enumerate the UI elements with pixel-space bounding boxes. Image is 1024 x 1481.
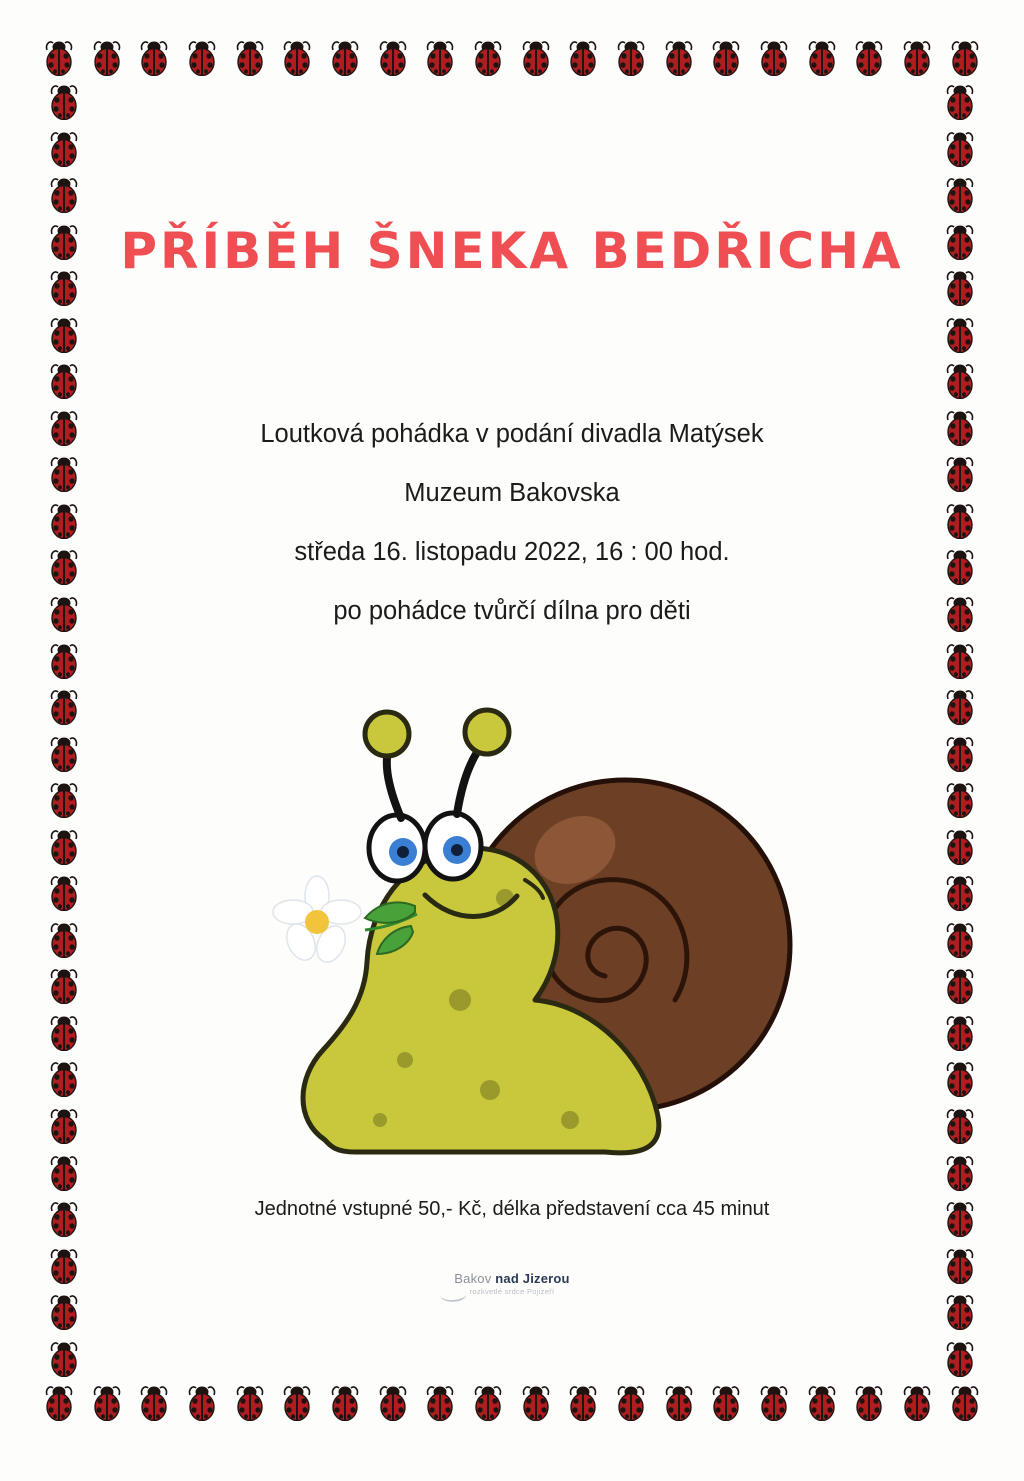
ladybug-icon xyxy=(759,1385,789,1421)
ladybug-icon xyxy=(473,40,503,76)
ladybug-icon xyxy=(187,1385,217,1421)
ladybug-icon xyxy=(49,689,79,725)
logo-swoosh-icon xyxy=(439,1286,467,1303)
ladybug-icon xyxy=(854,40,884,76)
ladybug-icon xyxy=(425,1385,455,1421)
ladybug-icon xyxy=(282,1385,312,1421)
ladybug-icon xyxy=(49,782,79,818)
ladybug-icon xyxy=(945,922,975,958)
ladybug-icon xyxy=(49,829,79,865)
ladybug-icon xyxy=(49,643,79,679)
ladybug-icon xyxy=(49,1341,79,1377)
ladybug-icon xyxy=(568,1385,598,1421)
ladybug-icon xyxy=(49,968,79,1004)
ladybug-icon xyxy=(945,1155,975,1191)
ladybug-icon xyxy=(854,1385,884,1421)
logo-name-light: Bakov xyxy=(454,1271,496,1286)
ladybug-icon xyxy=(945,1015,975,1051)
snail-antennae-icon xyxy=(365,710,509,818)
ladybug-icon xyxy=(49,363,79,399)
ladybug-icon xyxy=(902,1385,932,1421)
poster-details xyxy=(0,405,1024,641)
ladybug-icon xyxy=(711,40,741,76)
ladybug-icon xyxy=(945,131,975,167)
ladybug-icon xyxy=(139,1385,169,1421)
city-logo xyxy=(0,1272,1024,1297)
ladybug-icon xyxy=(425,40,455,76)
ladybug-icon xyxy=(330,1385,360,1421)
ladybug-icon xyxy=(187,40,217,76)
ladybug-icon xyxy=(759,40,789,76)
ladybug-icon xyxy=(521,40,551,76)
ladybug-icon xyxy=(945,968,975,1004)
detail-line-performer: Loutková pohádka v podání divadla Matýsek xyxy=(260,420,764,448)
ladybug-icon xyxy=(616,40,646,76)
ladybug-icon xyxy=(945,1294,975,1330)
ladybug-icon xyxy=(807,1385,837,1421)
ladybug-icon xyxy=(235,40,265,76)
poster-footer-note: Jednotné vstupné 50,- Kč, délka představení cca 45 minut xyxy=(254,1198,770,1220)
ladybug-icon xyxy=(945,689,975,725)
ladybug-icon xyxy=(945,1108,975,1144)
ladybug-icon xyxy=(92,1385,122,1421)
ladybug-icon xyxy=(711,1385,741,1421)
ladybug-icon xyxy=(950,40,980,76)
poster-title: PŘÍBĚH ŠNEKA BEDŘICHA xyxy=(120,222,904,280)
ladybug-icon xyxy=(139,40,169,76)
ladybug-icon xyxy=(49,177,79,213)
ladybug-icon xyxy=(807,40,837,76)
ladybug-icon xyxy=(49,1061,79,1097)
ladybug-icon xyxy=(945,643,975,679)
ladybug-icon xyxy=(945,363,975,399)
snail-illustration xyxy=(205,700,825,1180)
ladybug-icon xyxy=(92,40,122,76)
ladybug-icon xyxy=(49,131,79,167)
ladybug-icon xyxy=(521,1385,551,1421)
ladybug-icon xyxy=(616,1385,646,1421)
ladybug-icon xyxy=(945,1341,975,1377)
ladybug-icon xyxy=(49,1294,79,1330)
ladybug-border-top xyxy=(44,38,980,78)
ladybug-icon xyxy=(664,1385,694,1421)
ladybug-icon xyxy=(945,317,975,353)
logo-name xyxy=(0,1272,1024,1286)
ladybug-border-bottom xyxy=(44,1383,980,1423)
ladybug-icon xyxy=(49,317,79,353)
ladybug-icon xyxy=(945,1061,975,1097)
ladybug-icon xyxy=(44,1385,74,1421)
ladybug-icon xyxy=(49,84,79,120)
ladybug-icon xyxy=(49,922,79,958)
ladybug-icon xyxy=(49,875,79,911)
ladybug-icon xyxy=(473,1385,503,1421)
ladybug-icon xyxy=(945,736,975,772)
ladybug-icon xyxy=(49,1155,79,1191)
logo-name-bold: nad Jizerou xyxy=(495,1271,570,1286)
ladybug-icon xyxy=(49,1108,79,1144)
ladybug-icon xyxy=(282,40,312,76)
ladybug-icon xyxy=(945,829,975,865)
ladybug-icon xyxy=(950,1385,980,1421)
ladybug-icon xyxy=(945,177,975,213)
ladybug-icon xyxy=(945,875,975,911)
ladybug-icon xyxy=(568,40,598,76)
ladybug-icon xyxy=(49,736,79,772)
ladybug-icon xyxy=(44,40,74,76)
ladybug-icon xyxy=(235,1385,265,1421)
logo-subtitle: rozkvetlé srdce Pojizeří xyxy=(469,1287,555,1297)
ladybug-icon xyxy=(945,782,975,818)
detail-line-workshop: po pohádce tvůrčí dílna pro děti xyxy=(333,597,691,625)
detail-line-venue: Muzeum Bakovska xyxy=(404,479,620,507)
ladybug-icon xyxy=(378,40,408,76)
ladybug-icon xyxy=(378,1385,408,1421)
ladybug-icon xyxy=(945,84,975,120)
ladybug-icon xyxy=(664,40,694,76)
detail-line-datetime: středa 16. listopadu 2022, 16 : 00 hod. xyxy=(294,538,730,566)
ladybug-icon xyxy=(902,40,932,76)
ladybug-icon xyxy=(330,40,360,76)
ladybug-icon xyxy=(49,1015,79,1051)
